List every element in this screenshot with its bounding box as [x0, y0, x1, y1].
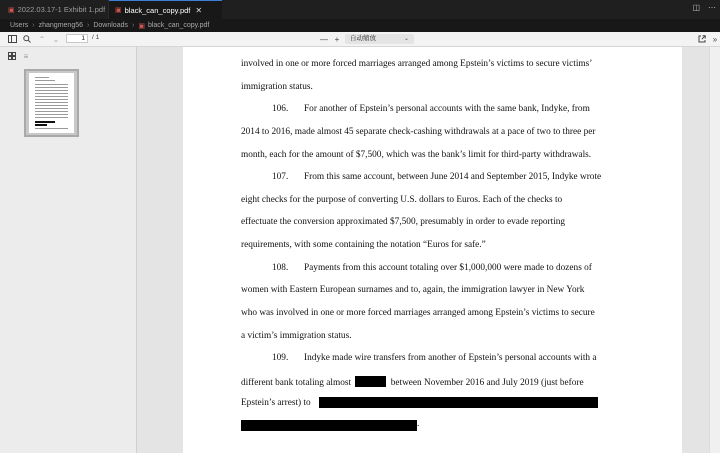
page-number-input[interactable]: 1 — [66, 34, 88, 43]
document-line: women with Eastern European surnames and to, again, the immigration lawyer in New York — [241, 285, 585, 295]
redaction-box — [319, 397, 598, 408]
redaction-box — [355, 376, 386, 387]
thumbnail-page-preview — [29, 73, 74, 133]
pdf-file-icon: ▣ — [138, 22, 145, 30]
sidebar-tabs — [0, 47, 136, 64]
document-line — [241, 376, 584, 388]
vertical-scrollbar[interactable] — [709, 47, 720, 453]
document-text: between November 2016 and July 2019 (just before — [390, 378, 584, 388]
breadcrumb-item[interactable]: zhangmeng56 — [38, 22, 83, 29]
document-line: a victim’s immigration status. — [241, 331, 352, 341]
chevron-right-icon: › — [87, 22, 90, 29]
tab-black-can-copy[interactable] — [109, 0, 222, 19]
paragraph-number: 107. — [272, 172, 289, 182]
tab-exhibit[interactable] — [0, 0, 109, 19]
document-line: Payments from this account totaling over $1,000,000 were made to dozens of — [304, 263, 592, 273]
document-line: From this same account, between June 2014 and September 2015, Indyke wrote — [304, 172, 602, 182]
page-total: / 1 — [92, 34, 100, 41]
open-external-icon[interactable] — [696, 32, 708, 46]
pdf-file-icon: ▣ — [115, 7, 122, 14]
breadcrumb-item[interactable]: Users — [10, 22, 29, 29]
previous-page-icon[interactable]: ⌃ — [38, 34, 46, 44]
chevron-down-icon: ⌄ — [403, 36, 409, 42]
document-line: 2014 to 2016, made almost 45 separate check-cashing withdrawals at a pace of two to three per — [241, 127, 596, 137]
document-line: requirements, with some containing the notation “Euros for safe.” — [241, 240, 486, 250]
document-line: who was involved in one or more forced marriages arranged among Epstein’s victims to secure — [241, 308, 595, 318]
tab-label: black_can_copy.pdf — [124, 5, 191, 15]
pdf-toolbar — [0, 32, 720, 47]
thumbnails-view-icon[interactable] — [6, 49, 18, 63]
tabbar-actions — [692, 3, 716, 12]
breadcrumb — [0, 19, 720, 32]
document-text: Epstein’s arrest) to — [241, 398, 311, 408]
document-line: immigration status. — [241, 82, 313, 92]
more-actions-icon[interactable]: ⋯ — [708, 3, 716, 12]
zoom-value: 自动缩放 — [350, 35, 376, 42]
next-page-icon[interactable]: ⌄ — [52, 34, 60, 44]
document-line: effectuate the conversion approximated $7,500, presumably in order to evade reporting — [241, 217, 566, 227]
breadcrumb-item[interactable]: black_can_copy.pdf — [147, 22, 210, 29]
pdf-page — [183, 47, 682, 453]
document-line: involved in one or more forced marriages arranged among Epstein’s victims to secure victims’ — [241, 59, 593, 69]
tab-bar — [0, 0, 720, 19]
document-text: . — [417, 419, 420, 429]
pdf-viewer[interactable] — [137, 47, 720, 453]
breadcrumb-item[interactable]: Downloads — [93, 22, 128, 29]
document-line — [241, 398, 311, 408]
tab-label: 2022.03.17-1 Exhibit 1.pdf — [17, 5, 106, 14]
chevron-right-icon: › — [131, 22, 135, 29]
more-tools-icon[interactable]: » — [712, 34, 718, 44]
document-line: Indyke made wire transfers from another of Epstein’s personal accounts with a — [304, 353, 597, 363]
outline-view-icon[interactable]: ≡ — [23, 51, 29, 61]
thumbnail-sidebar — [0, 47, 137, 453]
pdf-file-icon: ▣ — [8, 6, 15, 14]
document-line: eight checks for the purpose of converting U.S. dollars to Euros. Each of the checks to — [241, 195, 563, 205]
redaction-box — [241, 419, 420, 431]
document-line: For another of Epstein’s personal accounts with the same bank, Indyke, from — [304, 104, 590, 114]
page-thumbnail[interactable] — [24, 69, 79, 137]
paragraph-number: 108. — [272, 263, 289, 273]
zoom-select[interactable] — [345, 34, 414, 44]
zoom-out-button[interactable]: — — [320, 34, 328, 44]
paragraph-number: 106. — [272, 104, 289, 114]
document-line: month, each for the amount of $7,500, which was the bank’s limit for third-party withdrawals. — [241, 150, 592, 160]
search-icon[interactable] — [20, 32, 34, 46]
split-editor-icon[interactable]: ◫ — [692, 3, 700, 12]
zoom-in-button[interactable]: + — [334, 34, 340, 44]
document-text: different bank totaling almost — [241, 378, 352, 388]
sidebar-toggle-icon[interactable] — [5, 32, 19, 46]
chevron-right-icon: › — [32, 22, 35, 29]
close-tab-icon[interactable]: ✕ — [195, 5, 203, 15]
paragraph-number: 109. — [272, 353, 289, 363]
